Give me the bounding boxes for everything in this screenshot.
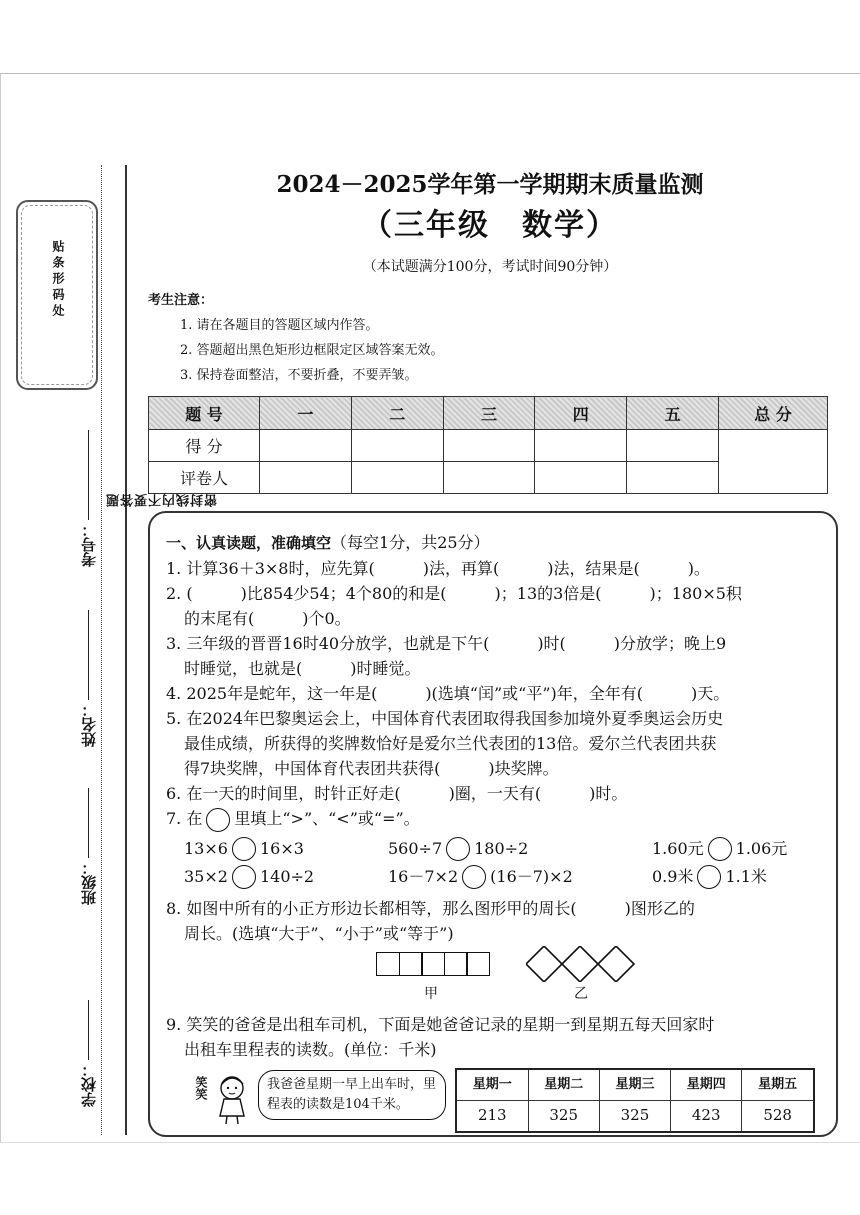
seal-line-text: 题 答 要 不 内 线 封 密 [107,492,220,508]
grader-cell[interactable] [443,462,535,494]
score-header: 题 号 [149,397,260,430]
grader-cell[interactable] [627,462,719,494]
exam-number-field[interactable] [78,430,99,567]
note-item: 1. 请在各题目的答题区域内作答。 [180,318,379,333]
page-top-rule [0,73,860,74]
exam-title: 2024－2025学年第一学期期末质量监测 [276,171,704,198]
question-8-figures [166,946,828,1012]
answer-circle[interactable] [232,865,256,889]
question-3-cont: 时睡觉，也就是( )时睡觉。 [184,659,421,678]
odometer-table [455,1068,815,1133]
barcode-area [16,200,98,390]
barcode-label: 贴条形码处 [51,240,65,320]
answer-circle[interactable] [462,865,486,889]
answer-circle[interactable] [232,837,256,861]
exam-number-label: 考号： [80,522,98,567]
exam-info: （本试题满分100分，考试时间90分钟） [362,259,618,275]
score-header: 四 [535,397,627,430]
question-5: 5. 在2024年巴黎奥运会上，中国体育代表团取得我国参加境外夏季奥运会历史 [166,709,724,728]
km-value: 213 [456,1100,528,1132]
question-8: 8. 如图中所有的小正方形边长都相等，那么图形甲的周长( )图形乙的 [166,898,695,918]
question-3: 3. 三年级的晋晋16时40分放学，也就是下午( )时( )分放学；晚上9 [166,634,727,653]
compare-item: 1.60元 1.06元 [652,836,787,862]
name-label: 姓名： [80,702,98,747]
question-6: 6. 在一天的时间里，时针正好走( )圈，一天有( )时。 [166,784,628,803]
grader-cell[interactable] [535,462,627,494]
question-5-cont2: 得7块奖牌，中国体育代表团共获得( )块奖牌。 [184,759,559,778]
km-value: 528 [742,1100,814,1132]
candidate-notes [148,288,444,388]
score-cell[interactable] [351,430,443,462]
page-bottom-rule [0,1142,860,1143]
score-header: 一 [260,397,352,430]
compare-item: 0.9米 1.1米 [652,864,767,890]
km-value: 325 [528,1100,599,1132]
class-field[interactable] [78,788,99,905]
figure-b-diamonds [526,946,638,982]
day-header: 星期四 [671,1069,742,1101]
circle-icon [206,808,230,832]
section-points: （每空1分，共25分） [331,533,490,552]
question-8-cont: 周长。(选填“大于”、“小于”或“等于”) [184,923,454,943]
school-label: 学校： [80,1062,98,1107]
score-cell[interactable] [535,430,627,462]
score-cell[interactable] [627,430,719,462]
compare-item: 13×6 16×3 [184,836,304,862]
question-2-cont: 的末尾有( )个0。 [184,609,351,628]
question-7: 7. 在 里填上“>”、“<”或“=”。 [166,806,828,832]
compare-row [166,864,828,892]
km-value: 325 [599,1100,670,1132]
page-left-edge [0,73,1,1142]
grader-cell[interactable] [351,462,443,494]
score-header: 总 分 [719,397,828,430]
girl-icon [188,1072,254,1126]
binding-solid-line [125,165,127,1135]
question-4: 4. 2025年是蛇年，这一年是( )(选填“闰”或“平”)年，全年有( )天。 [166,684,730,703]
school-field[interactable] [78,1000,99,1107]
question-5-cont: 最佳成绩，所获得的奖牌数恰好是爱尔兰代表团的13倍。爱尔兰代表团共获 [184,734,717,753]
question-9-illustration [166,1068,828,1138]
score-header: 二 [351,397,443,430]
day-header: 星期三 [599,1069,670,1101]
question-9: 9. 笑笑的爸爸是出租车司机，下面是她爸爸记录的星期一到星期五每天回家时 [166,1014,715,1034]
score-cell[interactable] [443,430,535,462]
score-header: 三 [443,397,535,430]
note-item: 3. 保持卷面整洁，不要折叠，不要弄皱。 [180,368,418,383]
name-field[interactable] [78,610,99,747]
figure-b-label: 乙 [574,985,588,1002]
compare-item: 16－7×2 (16－7)×2 [388,864,573,890]
question-2: 2. ( )比854少54；4个80的和是( )；13的3倍是( )；180×5积 [166,584,742,603]
speech-bubble: 我爸爸星期一早上出车时，里程表的读数是104千米。 [258,1070,446,1120]
notes-heading: 考生注意： [148,293,214,308]
grader-row-label: 评卷人 [149,462,260,494]
day-header: 星期五 [742,1069,814,1101]
score-table [148,396,828,494]
question-9-cont: 出租车里程表的读数。(单位：千米) [184,1039,437,1059]
compare-item: 35×2 140÷2 [184,864,314,890]
section-one [166,530,828,1138]
girl-illustration [188,1072,254,1126]
note-item: 2. 答题超出黑色矩形边框限定区域答案无效。 [180,343,444,358]
score-cell[interactable] [260,430,352,462]
section-heading: 一、认真读题，准确填空 [166,534,332,552]
total-score-cell[interactable] [719,430,828,494]
question-1: 1. 计算36＋3×8时，应先算( )法，再算( )法，结果是( )。 [166,559,710,578]
figure-a-label: 甲 [424,985,438,1002]
km-value: 423 [671,1100,742,1132]
binding-dotted-line [101,165,102,1135]
answer-circle[interactable] [708,837,732,861]
exam-subtitle: （三年级 数学） [362,208,618,243]
figure-a-squares [378,952,490,976]
score-header: 五 [627,397,719,430]
grader-cell[interactable] [260,462,352,494]
day-header: 星期一 [456,1069,528,1101]
kid-name: 笑笑 [194,1075,208,1100]
score-row-label: 得 分 [149,430,260,462]
answer-circle[interactable] [697,865,721,889]
day-header: 星期二 [528,1069,599,1101]
compare-row [166,836,828,864]
answer-circle[interactable] [446,837,470,861]
compare-item: 560÷7 180÷2 [388,836,528,862]
class-label: 班级： [80,860,98,905]
